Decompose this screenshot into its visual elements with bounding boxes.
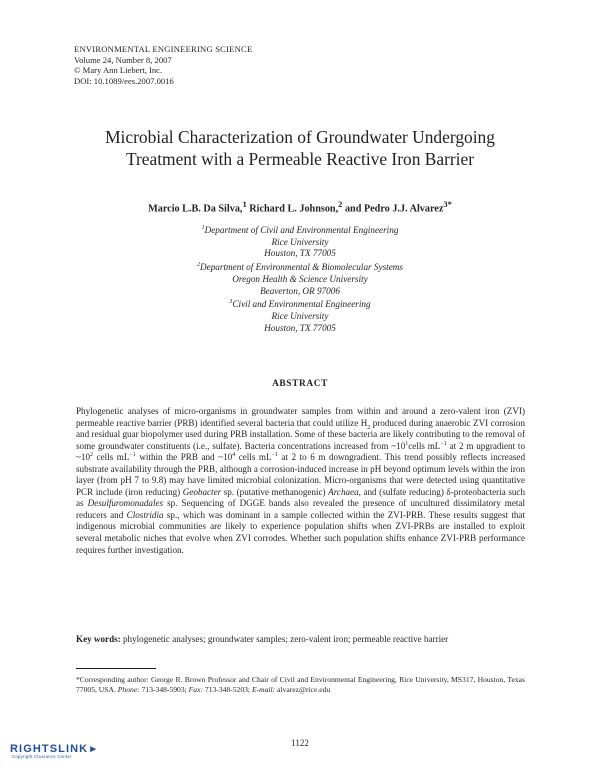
taxon-name: Desulfuromonadales [87, 498, 164, 509]
journal-name: ENVIRONMENTAL ENGINEERING SCIENCE [74, 44, 253, 54]
superscript: −1 [440, 440, 447, 447]
abstract-segment: cells mL [408, 440, 441, 451]
phone-label: Phone: [117, 685, 140, 695]
keywords-label: Key words: [76, 634, 121, 644]
taxon-name: Geobacter [182, 486, 222, 497]
abstract-segment: cells mL [235, 452, 272, 463]
footnote-divider [76, 668, 156, 669]
taxon-name: Archaea, [328, 486, 361, 497]
superscript: 4 [232, 452, 236, 459]
affiliation-dept [60, 260, 540, 274]
affiliation-dept [60, 223, 540, 237]
abstract-segment: cells mL [93, 452, 130, 463]
paper-title [60, 126, 540, 170]
abstract-segment: sp., which was dominant in a sample collected within the ZVI-PRB. These results suggest that indigenous microbial communities are likely to experience population shifts when ZVI-PRBs are installed to exploit several metabolic niches that evolve when ZVI corrodes. Whether such population shifts enhance ZVI-PRB performance requires further investigation. [76, 509, 525, 555]
abstract-text [76, 406, 525, 556]
keywords [76, 634, 448, 644]
author-2-sup: 2 [338, 199, 343, 209]
footnote-text: *Corresponding author: George R. Brown Professor and Chair of Civil and Environmental Engineering, Rice University, MS317, Houston, Texas 77005, USA. [76, 675, 525, 695]
taxon-name: Clostridia [126, 509, 164, 520]
author-3: Pedro J.J. Alvarez [363, 203, 444, 215]
abstract-segment: produced during anaerobic ZVI corrosion and residual guar biopolymer used during PRB installation. Some of these bacteria are likely contributing to the removal of some groundwater constituents (i.e., sulfate). Bacteria concentrations increased from ~10 [76, 417, 526, 451]
abstract-segment: at 2 to 6 m downgradient. This trend possibly reflects increased substrate availability through the PRB, although a corrosion-induced increase in pH beyond optimum levels within the iron layer (from pH 7 to 9.8) may have limited microbial colonization. Micro-organisms that were detected using quantitative PCR include (iron reducing) [76, 452, 526, 497]
affiliation-city: Houston, TX 77005 [264, 322, 336, 333]
author-and: and [344, 203, 362, 215]
affiliation-sup: 2 [196, 262, 200, 269]
superscript: −1 [271, 452, 278, 459]
rightslink-logo[interactable] [10, 743, 99, 759]
affiliation-dept-text: Civil and Environmental Engineering [232, 299, 371, 310]
abstract-segment: Phylogenetic analyses of micro-organisms in groundwater samples from within and around a zero-valent iron (ZVI) permeable reactive barrier (PRB) identified several bacteria that could utilize H [76, 406, 525, 428]
rightslink-tagline: Copyright Clearance Center [12, 754, 72, 759]
affiliation-dept [60, 297, 540, 311]
author-2: Richard L. Johnson, [249, 203, 339, 215]
fax-value: 713-348-5203; [203, 685, 252, 695]
journal-volume: Volume 24, Number 8, 2007 [74, 54, 172, 65]
affiliation-city: Houston, TX 77005 [264, 248, 336, 259]
subscript: 2 [367, 424, 371, 431]
title-line-1: Microbial Characterization of Groundwater Undergoing [105, 127, 495, 147]
abstract-heading: ABSTRACT [272, 379, 328, 389]
arrow-icon: ► [88, 744, 100, 755]
email-label: E-mail: [251, 685, 276, 695]
abstract-segment: sp. Sequencing of DGGE bands also revealed the presence of uncultured dissimilatory metal reducers and [76, 498, 525, 520]
doi: DOI: 10.1089/ees.2007.0016 [74, 75, 174, 86]
affiliation-inst: Rice University [271, 236, 329, 247]
affiliation-sup: 3 [229, 299, 233, 306]
superscript: −1 [129, 452, 136, 459]
keywords-text: phylogenetic analyses; groundwater samples; zero-valent iron; permeable reactive barrier [120, 634, 449, 644]
abstract-segment: within the PRB and ~10 [135, 452, 233, 463]
superscript: 2 [90, 452, 94, 459]
email-value: alvarez@rice.edu [275, 685, 331, 695]
affiliation-inst: Rice University [271, 311, 329, 322]
author-1: Marcio L.B. Da Silva, [148, 203, 243, 215]
abstract-segment: and (sulfate reducing) δ-proteobacteria such as [76, 486, 525, 509]
affiliation-inst: Oregon Health & Science University [232, 273, 368, 284]
phone-value: 713-348-5903; [139, 685, 189, 695]
page-number: 1122 [291, 738, 309, 748]
affiliation-dept-text: Department of Civil and Environmental Engineering [204, 225, 399, 236]
affiliations [60, 223, 540, 335]
author-3-sup: 3* [443, 199, 452, 209]
affiliation-dept-text: Department of Environmental & Biomolecular Systems [199, 262, 404, 273]
corresponding-author-footnote [76, 675, 525, 696]
journal-header [74, 44, 252, 86]
rightslink-wordmark: RIGHTSLINK [10, 743, 89, 755]
abstract-segment: sp. (putative methanogenic) [221, 486, 329, 497]
superscript: 1 [405, 440, 409, 447]
affiliation-sup: 1 [201, 225, 205, 231]
abstract-segment: at 2 m upgradient to ~10 [76, 440, 525, 463]
affiliation-city: Beaverton, OR 97006 [260, 285, 340, 296]
copyright: © Mary Ann Liebert, Inc. [74, 65, 163, 76]
fax-label: Fax: [188, 685, 203, 695]
author-1-sup: 1 [242, 199, 247, 209]
title-line-2: Treatment with a Permeable Reactive Iron Barrier [125, 149, 474, 169]
author-list [60, 199, 540, 214]
